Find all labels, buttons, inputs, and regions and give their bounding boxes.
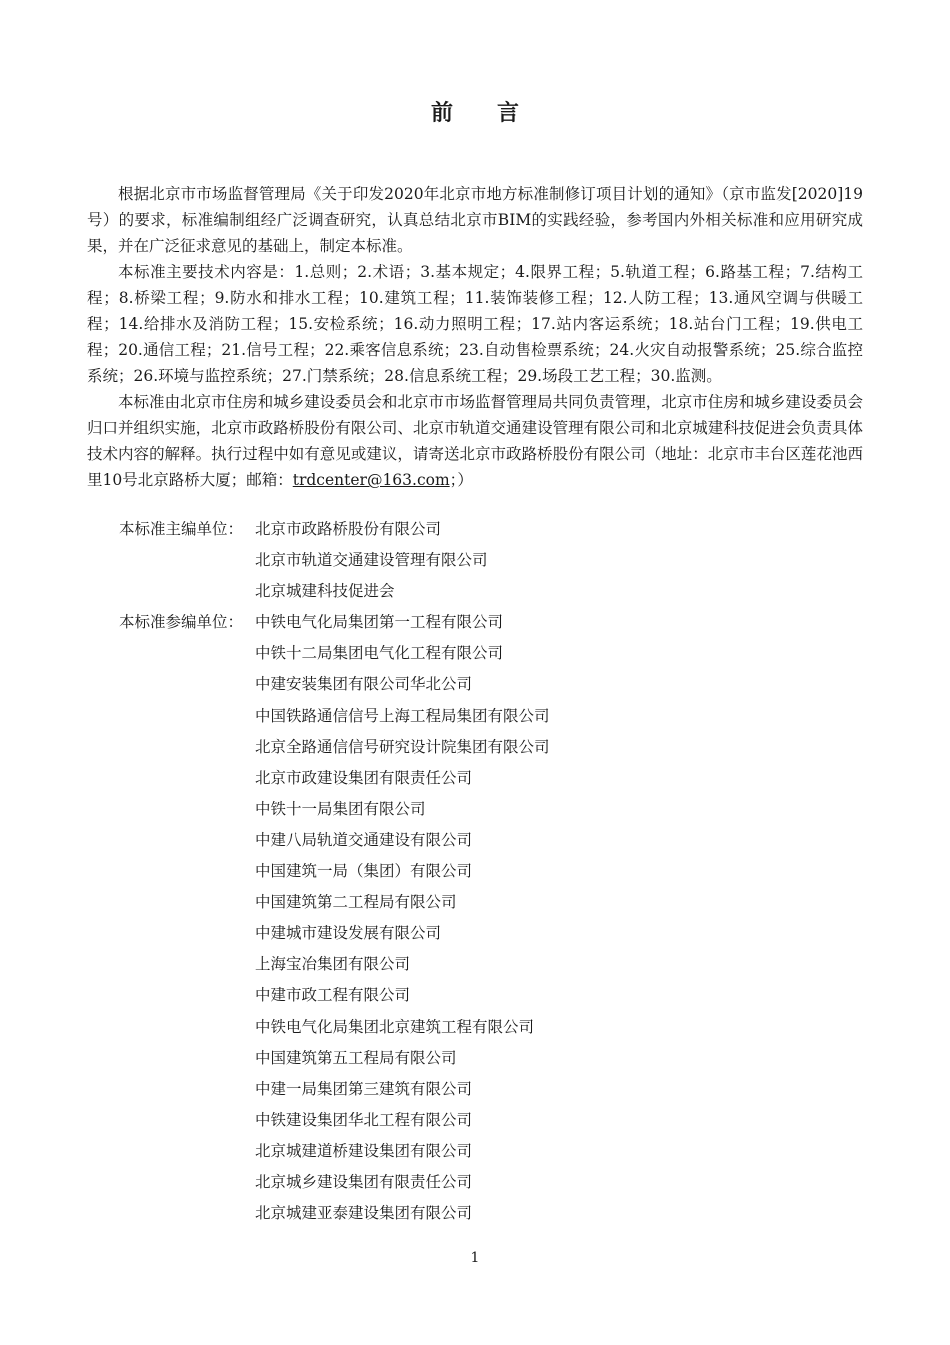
unit-row	[119, 607, 863, 638]
participating-unit: 中建城市建设发展有限公司	[255, 924, 442, 943]
unit-row	[119, 887, 863, 918]
unit-row	[119, 825, 863, 856]
chief-editor-label: 本标准主编单位：	[119, 520, 244, 538]
unit-row	[119, 1136, 863, 1167]
unit-row	[119, 1105, 863, 1136]
participating-unit: 中铁电气化局集团第一工程有限公司	[255, 613, 504, 632]
unit-row	[119, 949, 863, 980]
participating-unit: 北京市政建设集团有限责任公司	[255, 768, 473, 787]
participating-unit: 上海宝冶集团有限公司	[255, 955, 411, 974]
email-link[interactable]: trdcenter@163.com	[292, 471, 450, 489]
chief-editor-unit: 北京市政路桥股份有限公司	[255, 520, 442, 538]
chief-editor-unit: 北京市轨道交通建设管理有限公司	[255, 551, 488, 570]
management-text-end: ；）	[449, 471, 473, 489]
participating-unit: 北京城建亚泰建设集团有限公司	[255, 1204, 473, 1223]
unit-row	[119, 638, 863, 669]
participating-unit: 中国建筑一局（集团）有限公司	[255, 862, 473, 881]
unit-row	[119, 514, 863, 545]
participating-unit: 中建一局集团第三建筑有限公司	[255, 1079, 473, 1098]
unit-row	[119, 576, 863, 607]
chief-editor-unit: 北京城建科技促进会	[255, 582, 395, 601]
unit-row	[119, 545, 863, 576]
participating-unit: 北京城建道桥建设集团有限公司	[255, 1141, 473, 1160]
paragraph-technical-contents: 本标准主要技术内容是：1.总则；2.术语；3.基本规定；4.限界工程；5.轨道工程；6.路基工程；7.结构工程；8.桥梁工程；9.防水和排水工程；10.建筑工程；11.装饰装修工程；12.人防工程；13.通风空调与供暖工程；14.给排水及消防工程；15.安检系统；16.动力照明工程；17.站内客运系统；18.站台门工程；19.供电工程；20.通信工程；21.信号工程；22.乘客信息系统；23.自动售检票系统；24.火灾自动报警系统；25.综合监控系统；26.环境与监控系统；27.门禁系统；28.信息系统工程；29.场段工艺工程；30.监测。	[87, 263, 863, 385]
unit-row	[119, 980, 863, 1011]
participating-unit: 中国建筑第二工程局有限公司	[255, 893, 457, 912]
body-text	[87, 181, 863, 493]
participating-unit: 中国铁路通信信号上海工程局集团有限公司	[255, 706, 550, 725]
unit-row	[119, 1167, 863, 1198]
page-number: 1	[470, 1250, 480, 1266]
participating-editor-label: 本标准参编单位：	[119, 613, 244, 632]
unit-row	[119, 1198, 863, 1229]
participating-unit: 中铁建设集团华北工程有限公司	[255, 1110, 473, 1129]
unit-row	[119, 701, 863, 732]
participating-unit: 中铁十二局集团电气化工程有限公司	[255, 644, 504, 663]
participating-unit: 中建安装集团有限公司华北公司	[255, 675, 473, 694]
participating-unit: 中国建筑第五工程局有限公司	[255, 1048, 457, 1067]
unit-row	[119, 794, 863, 825]
unit-row	[119, 1074, 863, 1105]
editor-units	[119, 514, 863, 1229]
participating-unit: 中建市政工程有限公司	[255, 986, 411, 1005]
unit-row	[119, 669, 863, 700]
paragraph-background: 根据北京市市场监督管理局《关于印发2020年北京市地方标准制修订项目计划的通知》（京市监发[2020]19号）的要求，标准编制组经广泛调查研究，认真总结北京市BIM的实践经验，参考国内外相关标准和应用研究成果，并在广泛征求意见的基础上，制定本标准。	[87, 185, 863, 255]
participating-unit: 中铁电气化局集团北京建筑工程有限公司	[255, 1017, 535, 1036]
participating-unit: 北京城乡建设集团有限责任公司	[255, 1172, 473, 1191]
participating-unit: 中建八局轨道交通建设有限公司	[255, 830, 473, 849]
unit-row	[119, 918, 863, 949]
unit-row	[119, 856, 863, 887]
management-text: 本标准由北京市住房和城乡建设委员会和北京市市场监督管理局共同负责管理，北京市住房和城乡建设委员会归口并组织实施，北京市政路桥股份有限公司、北京市轨道交通建设管理有限公司和北京城建科技促进会负责具体技术内容的解释。执行过程中如有意见或建议，请寄送北京市政路桥股份有限公司（地址：北京市丰台区莲花池西里10号北京路桥大厦；邮箱：	[87, 393, 863, 489]
unit-row	[119, 1012, 863, 1043]
participating-unit: 北京全路通信信号研究设计院集团有限公司	[255, 737, 550, 756]
unit-row	[119, 763, 863, 794]
page-title: 前言	[430, 100, 563, 126]
participating-unit: 中铁十一局集团有限公司	[255, 799, 426, 818]
unit-row	[119, 1043, 863, 1074]
paragraph-management	[87, 389, 863, 493]
unit-row	[119, 732, 863, 763]
